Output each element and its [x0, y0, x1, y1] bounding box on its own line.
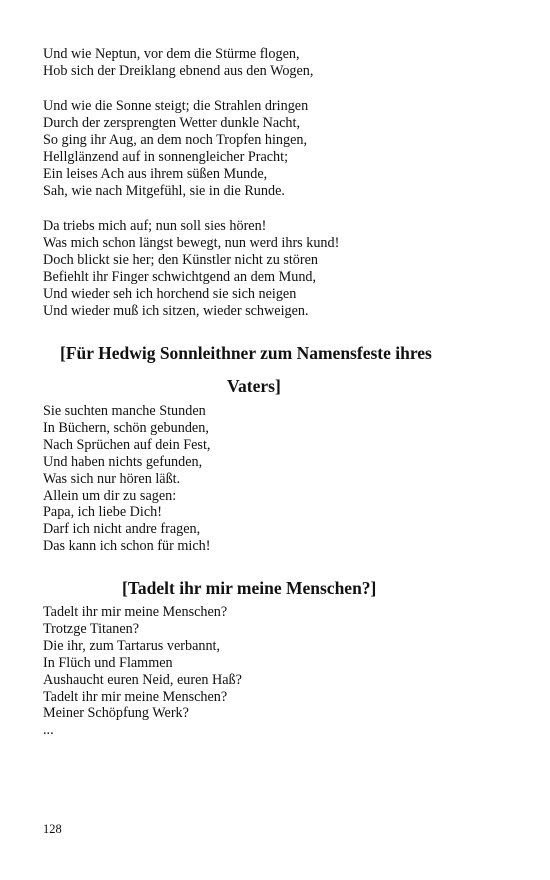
verse-line: Die ihr, zum Tartarus verbannt, — [43, 637, 221, 654]
poem-1-body — [43, 403, 210, 555]
verse-line: Sah, wie nach Mitgefühl, sie in die Runde. — [43, 182, 285, 199]
verse-line: Und wieder muß ich sitzen, wieder schweigen. — [43, 302, 309, 319]
poem-heading-line-2: Vaters] — [227, 376, 281, 396]
stanza-2 — [43, 98, 308, 199]
verse-line: In Flüch und Flammen — [43, 654, 173, 671]
poem-2-body — [43, 604, 242, 739]
verse-line: Doch blickt sie her; den Künstler nicht zu stören — [43, 251, 319, 268]
verse-line: Tadelt ihr mir meine Menschen? — [43, 604, 228, 620]
verse-line: Und wie Neptun, vor dem die Stürme flogen, — [43, 46, 300, 62]
verse-line: Da triebs mich auf; nun soll sies hören! — [43, 218, 267, 234]
verse-line: Meiner Schöpfung Werk? — [43, 705, 189, 722]
verse-line: Was mich schon längst bewegt, nun werd ihrs kund! — [43, 234, 340, 251]
poem-heading-line-1: [Für Hedwig Sonnleithner zum Namensfeste ihres — [60, 343, 432, 363]
verse-line: Darf ich nicht andre fragen, — [43, 521, 201, 538]
verse-line: Tadelt ihr mir meine Menschen? — [43, 688, 228, 705]
verse-line: Sie suchten manche Stunden — [43, 403, 206, 419]
verse-line: Nach Sprüchen auf dein Fest, — [43, 436, 211, 453]
verse-line: Was sich nur hören läßt. — [43, 470, 181, 487]
verse-line: Und wieder seh ich horchend sie sich neigen — [43, 285, 297, 302]
verse-line: Hob sich der Dreiklang ebnend aus den Wogen, — [43, 62, 314, 79]
verse-line: Befiehlt ihr Finger schwichtgend an dem Mund, — [43, 268, 317, 285]
verse-line: Ein leises Ach aus ihrem süßen Munde, — [43, 165, 268, 182]
stanza-1 — [43, 46, 313, 80]
verse-line: Durch der zersprengten Wetter dunkle Nacht, — [43, 114, 301, 131]
verse-line: Trotzge Titanen? — [43, 620, 140, 637]
verse-line: Das kann ich schon für mich! — [43, 538, 211, 555]
verse-line: Und wie die Sonne steigt; die Strahlen dringen — [43, 98, 309, 114]
verse-line: Und haben nichts gefunden, — [43, 453, 203, 470]
verse-line: Aushaucht euren Neid, euren Haß? — [43, 671, 242, 688]
page-number: 128 — [43, 822, 62, 836]
stanza-3 — [43, 218, 339, 319]
verse-line: In Büchern, schön gebunden, — [43, 419, 209, 436]
poem-heading: [Tadelt ihr mir meine Menschen?] — [122, 578, 377, 598]
verse-line: ... — [43, 722, 54, 739]
verse-line: Hellglänzend auf in sonnengleicher Pracht; — [43, 148, 289, 165]
verse-line: So ging ihr Aug, an dem noch Tropfen hingen, — [43, 131, 308, 148]
verse-line: Papa, ich liebe Dich! — [43, 504, 162, 521]
verse-line: Allein um dir zu sagen: — [43, 487, 177, 504]
